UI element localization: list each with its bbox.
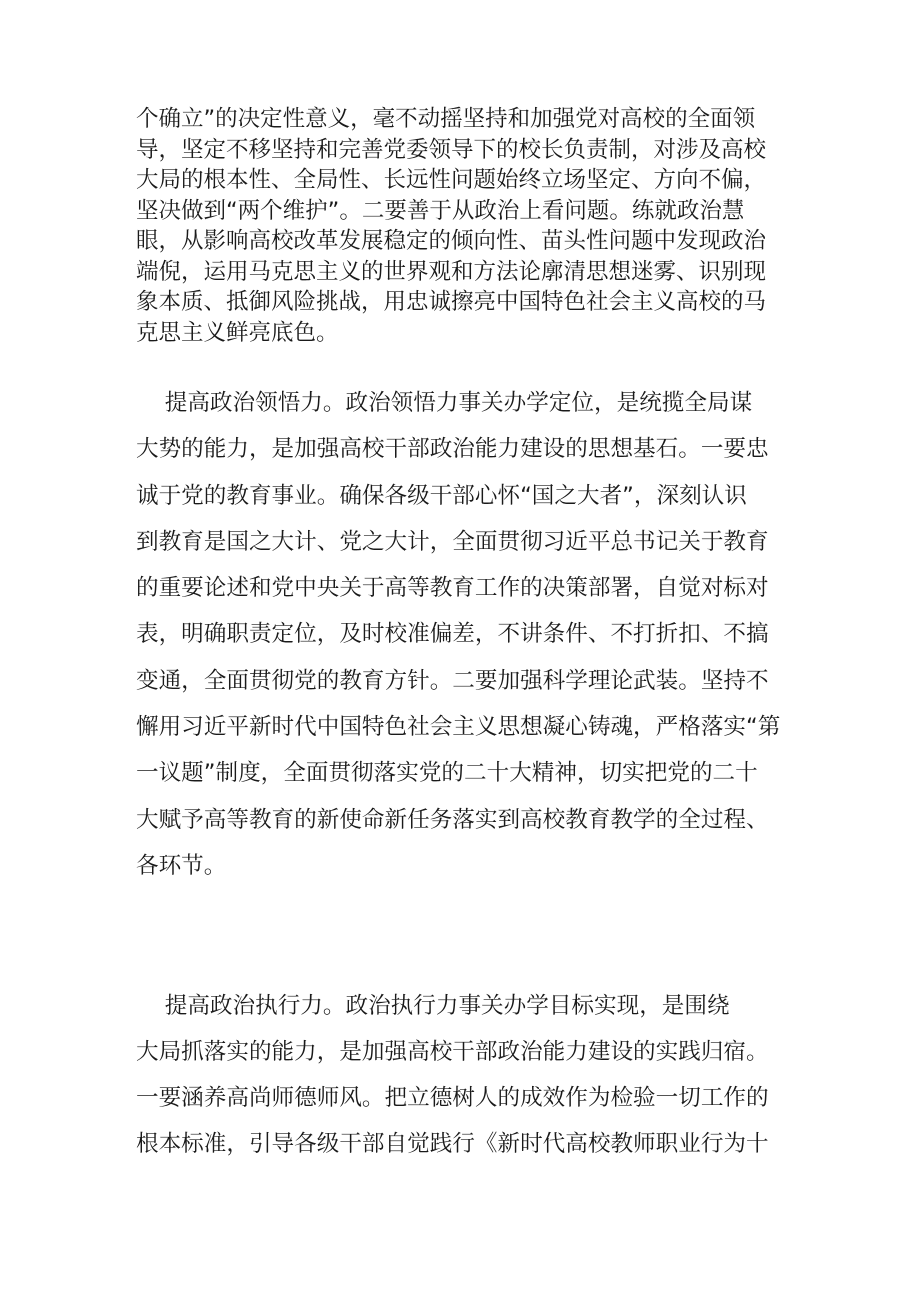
text-line: 大赋予高等教育的新使命新任务落实到高校教育教学的全过程、 <box>136 806 769 833</box>
text-line: 的重要论述和党中央关于高等教育工作的决策部署，自觉对标对 <box>136 575 769 602</box>
text-line: 个确立”的决定性意义，毫不动摇坚持和加强党对高校的全面领 <box>136 106 756 132</box>
text-line: 提高政治执行力。政治执行力事关办学目标实现，是围绕 <box>136 993 730 1019</box>
text-line: 到教育是国之大计、党之大计，全面贯彻习近平总书记关于教育 <box>136 528 769 555</box>
text-line: 端倪，运用马克思主义的世界观和方法论廓清思想迷雾、识别现 <box>136 258 767 285</box>
text-line: 提高政治领悟力。政治领悟力事关办学定位，是统揽全局谋 <box>136 390 753 416</box>
text-line: 各环节。 <box>136 852 227 879</box>
paragraph-2 <box>136 380 796 889</box>
text-line: 导，坚定不移坚持和完善党委领导下的校长负责制，对涉及高校 <box>136 136 767 163</box>
text-line: 根本标准，引导各级干部自觉践行《新时代高校教师职业行为十 <box>136 1131 769 1157</box>
text-line: 坚决做到“两个维护”。二要善于从政治上看问题。练就政治慧 <box>136 197 745 224</box>
paragraph-1 <box>136 104 796 348</box>
text-line: 克思主义鲜亮底色。 <box>136 319 339 346</box>
text-line: 一要涵养高尚师德师风。把立德树人的成效作为检验一切工作的 <box>136 1085 769 1111</box>
text-line: 大势的能力，是加强高校干部政治能力建设的思想基石。一要忠 <box>136 436 769 463</box>
text-line: 大局的根本性、全局性、长远性问题始终立场坚定、方向不偏， <box>136 167 767 193</box>
paragraph-3 <box>136 983 796 1167</box>
text-line: 象本质、抵御风险挑战，用忠诚擦亮中国特色社会主义高校的马 <box>136 289 767 315</box>
text-line: 懈用习近平新时代中国特色社会主义思想凝心铸魂，严格落实“第 <box>136 714 781 741</box>
text-line: 诚于党的教育事业。确保各级干部心怀“国之大者”，深刻认识 <box>136 482 747 509</box>
text-line: 一议题”制度，全面贯彻落实党的二十大精神，切实把党的二十 <box>136 760 758 787</box>
text-line: 眼，从影响高校改革发展稳定的倾向性、苗头性问题中发现政治 <box>136 228 767 254</box>
text-line: 变通，全面贯彻党的教育方针。二要加强科学理论武装。坚持不 <box>136 667 769 694</box>
text-line: 大局抓落实的能力，是加强高校干部政治能力建设的实践归宿。 <box>136 1039 769 1065</box>
text-line: 表，明确职责定位，及时校准偏差，不讲条件、不打折扣、不搞 <box>136 621 769 648</box>
